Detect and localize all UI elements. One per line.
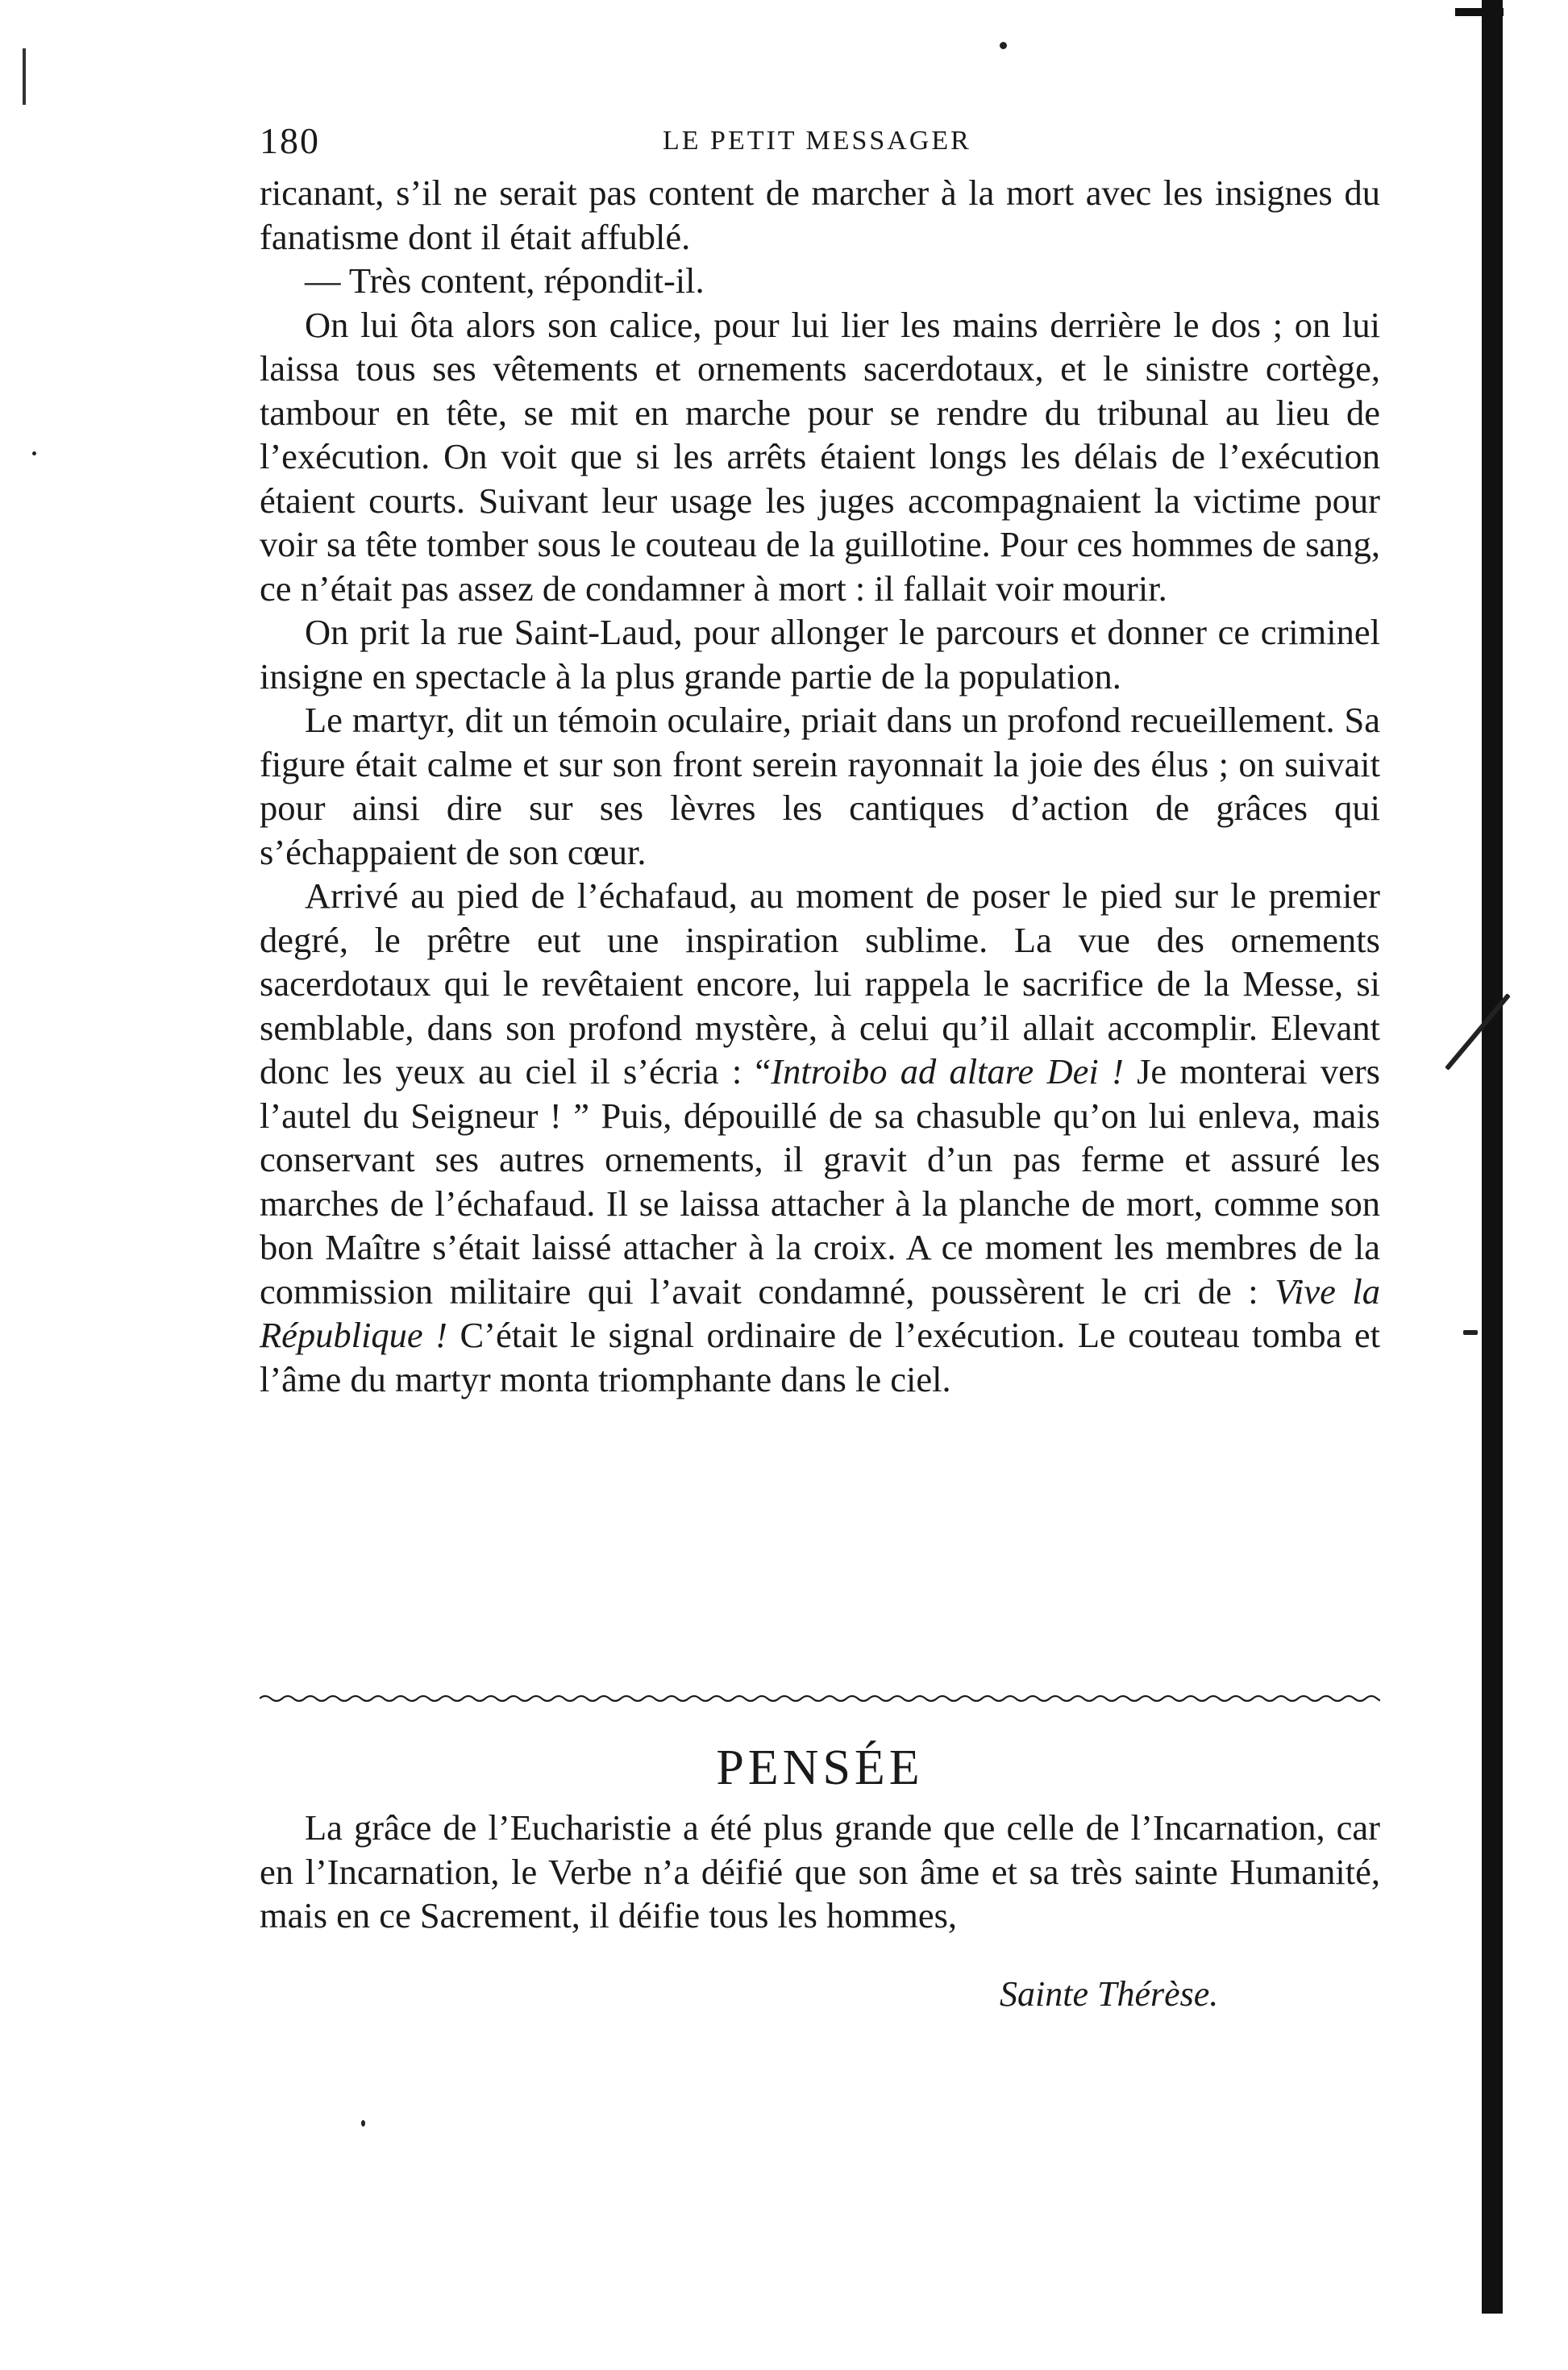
pensee-title: PENSÉE: [716, 1740, 924, 1795]
paragraph-execution: [260, 874, 1380, 1401]
running-title: LE PETIT MESSAGER: [663, 126, 971, 156]
scan-speck: [32, 451, 36, 455]
text-run: Arrivé au pied de l’échafaud, au moment de poser le pied sur le premier degré, le prêtre eut une inspiration sublime. La vue des ornements sacerdotaux qui le revêtaient encore, lui rappela le sacrifice de la Messe, si semblable, dans son profond mystère, à celui qu’il allait accomplir. Elevant donc les yeux au ciel il s’écria : “: [260, 875, 1380, 1091]
wavy-separator: [260, 1691, 1380, 1706]
paragraph-witness: Le martyr, dit un témoin oculaire, priait dans un profond recueillement. Sa figure était calme et sur son front serein rayonnait la joie des élus ; on suivait pour ainsi dire sur ses lèvres les cantiques d’action de grâces qui s’échappaient de son cœur.: [260, 700, 1380, 872]
binding-shadow-edge: [1455, 8, 1504, 16]
paragraph-route: On prit la rue Saint-Laud, pour allonger le parcours et donner ce criminel insigne en spectacle à la plus grande partie de la population.: [260, 612, 1380, 696]
scan-mark: [23, 48, 26, 105]
paragraph-continuation: ricanant, s’il ne serait pas content de marcher à la mort avec les insignes du fanatisme dont il était affublé.: [260, 173, 1380, 257]
republic-cry: Vive la République !: [260, 1270, 1381, 1355]
page-number: 180: [260, 120, 320, 161]
text-run: C’était le signal ordinaire de l’exécution. Le couteau tomba et l’âme du martyr monta triomphante dans le ciel.: [260, 1315, 1380, 1399]
scan-speck: [361, 2120, 365, 2127]
pensee-attribution: Sainte Thérèse.: [1000, 1974, 1219, 2014]
pensee-text: La grâce de l’Eucharistie a été plus grande que celle de l’Incarnation, car en l’Incarnation, le Verbe n’a déifié que son âme et sa très sainte Humanité, mais en ce Sacrement, il déifie tous les hommes,: [260, 1807, 1380, 1936]
paragraph-dialogue: — Très content, répondit-il.: [305, 260, 705, 301]
paragraph-procession: On lui ôta alors son calice, pour lui lier les mains derrière le dos ; on lui laissa tous ses vêtements et ornements sacerdotaux, et le sinistre cortège, tambour en tête, se mit en marche pour se rendre du tribunal au lieu de l’exécution. On voit que si les arrêts étaient longs les délais de l’exécution étaient courts. Suivant leur usage les juges accompagnaient la victime pour voir sa tête tomber sous le couteau de la guillotine. Pour ces hommes de sang, ce n’était pas assez de condamner à mort : il fallait voir mourir.: [260, 304, 1380, 609]
latin-quote: Introibo ad altare Dei !: [771, 1051, 1124, 1091]
text-run: Je monterai vers l’autel du Seigneur ! ” Puis, dépouillé de sa chasuble qu’on lui enleva, mais conservant ses autres ornements, il gravit d’un pas ferme et assuré les marches de l’échafaud. Il se laissa attacher à la planche de mort, comme son bon Maître s’était laissé attacher à la croix. A ce moment les membres de la commission militaire qui l’avait condamné, poussèrent le cri de :: [260, 1051, 1380, 1312]
scan-speck: [1463, 1330, 1478, 1335]
scan-speck: [1000, 42, 1007, 49]
article-body: [260, 171, 1380, 1401]
binding-shadow: [1482, 0, 1503, 2314]
running-head: [260, 119, 1380, 164]
